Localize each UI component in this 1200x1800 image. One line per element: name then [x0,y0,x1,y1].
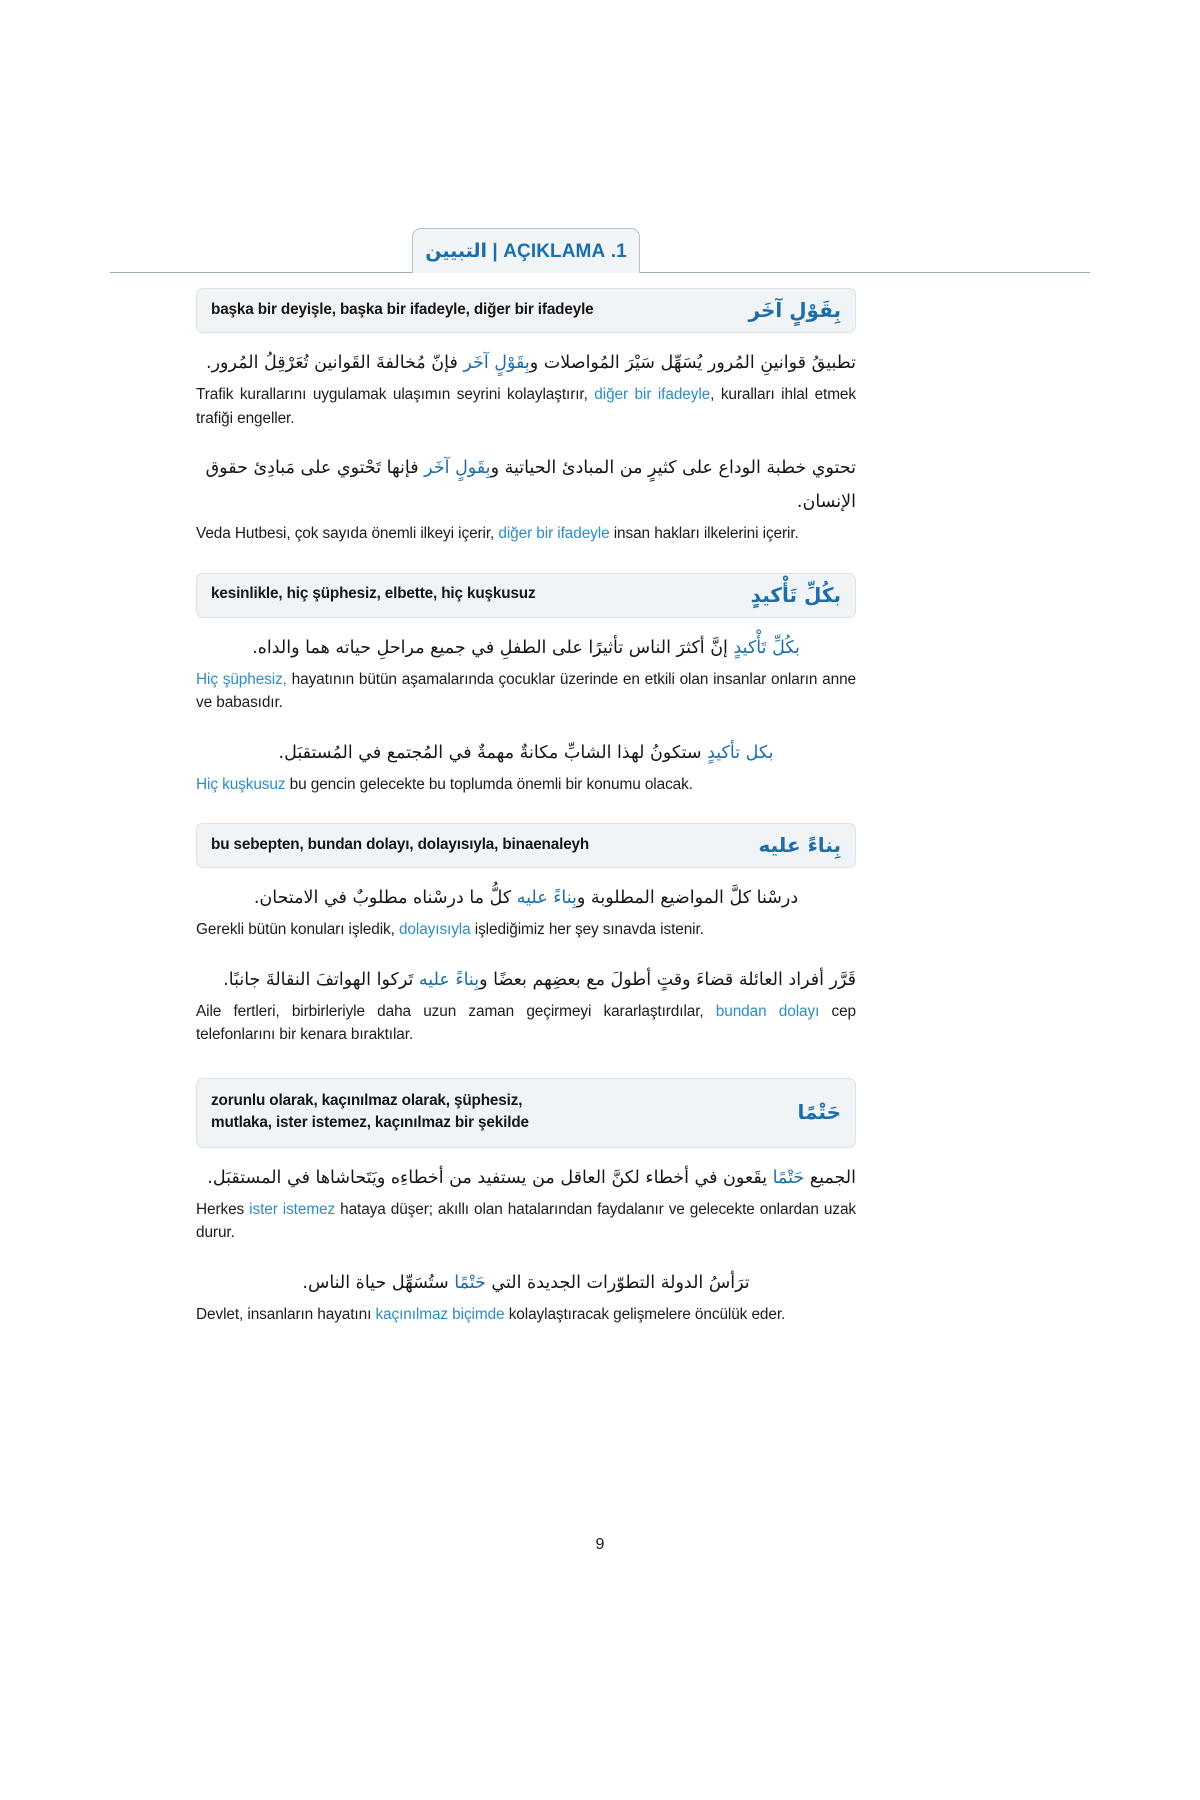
arabic-after: ستُسَهِّل حياة الناس. [302,1272,455,1293]
arabic-highlight: بكُلِّ تَأْكيدٍ [733,637,800,658]
example-item [196,451,856,546]
spacer [196,440,856,451]
arabic-highlight: بِقَولٍ آخَر [424,457,491,478]
turkish-before: Gerekli bütün konuları işledik, [196,921,399,939]
header-rule-right [640,272,1090,273]
example-item [196,963,856,1047]
example-arabic [196,1161,856,1195]
example-turkish [196,1303,856,1326]
example-arabic [196,451,856,519]
turkish-after: kolaylaştıracak gelişmelere öncülük eder. [504,1305,786,1323]
example-item [196,881,856,942]
entry-section [196,823,856,1046]
arabic-highlight: بكل تأكيدٍ [707,742,774,763]
entry-meanings-line: zorunlu olarak, kaçınılmaz olarak, şüphesiz, [211,1091,523,1109]
arabic-after: فإنّ مُخالفةَ القَوانين تُعَرْقِلُ المُرور. [206,353,464,373]
turkish-highlight: dolayısıyla [398,921,471,939]
entry-term: بِقَوْلٍ آخَر [748,298,841,322]
example-item [196,1266,856,1327]
example-arabic [196,963,856,997]
entry-meanings [211,1090,529,1135]
turkish-highlight: Hiç kuşkusuz [196,775,286,793]
arabic-highlight: بِقَوْلٍ آخَر [463,353,530,373]
turkish-highlight: ister istemez [249,1200,336,1218]
entry-meanings: bu sebepten, bundan dolayı, dolayısıyla, binaenaleyh [211,835,590,853]
arabic-after: فإنها تَحْتوي على مَبادِئ حقوق الإنسان. [205,457,856,513]
entry-meanings: kesinlikle, hiç şüphesiz, elbette, hiç kuşkusuz [211,585,536,603]
chapter-tab-label: 1. AÇIKLAMA | التبيين [425,240,627,262]
spacer [196,806,856,823]
page-number: 9 [595,1536,605,1553]
example-item [196,346,856,430]
example-arabic [196,346,856,380]
entry-term: بكُلِّ تَأْكيدٍ [750,582,841,607]
turkish-after: cep telefonlarını bir kenara bıraktılar. [196,1002,856,1044]
turkish-after: , kuralları ihlal etmek trafiği engeller. [196,386,856,427]
arabic-highlight: حَتْمًا [772,1167,805,1188]
turkish-before: Trafik kurallarını uygulamak ulaşımın seyrini kolaylaştırır, [196,386,595,404]
arabic-before: ترَأسُ الدولة التطوّرات الجديدة التي [485,1272,750,1293]
example-arabic [196,736,856,770]
arabic-before: الجميع [804,1167,856,1188]
turkish-after: insan hakları ilkelerini içerir. [609,525,799,543]
spacer [196,556,856,573]
turkish-highlight: Hiç şüphesiz, [196,670,287,688]
example-item [196,736,856,797]
entry-header [196,288,856,333]
entry-header [196,1078,856,1148]
example-turkish [196,918,856,941]
example-arabic [196,631,856,665]
content-column [196,288,856,1336]
chapter-tab [412,228,640,273]
example-item [196,631,856,715]
turkish-highlight: diğer bir ifadeyle [594,386,711,404]
turkish-before: Aile fertleri, birbirleriyle daha uzun zaman geçirmeyi kararlaştırdılar, [196,1002,716,1020]
turkish-highlight: bundan dolayı [715,1002,820,1020]
turkish-after: bu gencin gelecekte bu toplumda önemli bir konumu olacak. [285,775,693,793]
turkish-highlight: diğer bir ifadeyle [498,525,610,543]
chapter-tab-zone [0,228,1200,278]
spacer [196,952,856,963]
example-item [196,1161,856,1245]
entry-meanings: başka bir deyişle, başka bir ifadeyle, diğer bir ifadeyle [211,300,594,318]
entry-header [196,573,856,618]
entry-section [196,288,856,546]
entry-term: حَتْمًا [797,1100,841,1125]
turkish-before: Herkes [196,1200,250,1218]
arabic-after: يقَعون في أخطاء لكنَّ العاقل من يستفيد من أخطاءِه ويَتَحاشاها في المستقبَل. [207,1167,773,1188]
turkish-before: Devlet, insanların hayatını [196,1305,376,1323]
example-turkish [196,522,856,545]
entry-meanings-line: mutlaka, ister istemez, kaçınılmaz bir şekilde [211,1114,529,1132]
spacer [196,1057,856,1078]
example-arabic [196,1266,856,1300]
spacer [196,725,856,736]
arabic-before: قَرَّر أفراد العائلة قضاءَ وقتٍ أطولَ مع بعضِهم بعضًا و [479,969,856,990]
entry-section [196,573,856,796]
arabic-after: إنَّ أكثرَ الناس تأثيرًا على الطفلِ في جميع مراحلِ حياته هما والداه. [252,637,734,658]
turkish-before: Veda Hutbesi, çok sayıda önemli ilkeyi içerir, [196,525,499,543]
entry-section [196,1078,856,1327]
entry-header [196,823,856,868]
entry-term: بِناءً عليه [758,833,841,858]
example-turkish [196,1000,856,1047]
header-rule-left [110,272,412,273]
arabic-highlight: حَتْمًا [454,1272,486,1293]
arabic-before: تحتوي خطبة الوداع على كثيرٍ من المبادئ الحياتية و [490,457,856,478]
arabic-highlight: بِناءً عليه [418,969,480,990]
example-turkish [196,383,856,430]
example-turkish [196,1198,856,1245]
turkish-after: hayatının bütün aşamalarında çocuklar üzerinde en etkili olan insanlar onların anne ve babasıdır. [196,670,856,712]
arabic-before: تطبيقُ قوانينِ المُرور يُسَهِّل سَيْرَ المُواصلات و [529,353,856,373]
turkish-highlight: kaçınılmaz biçimde [375,1305,505,1323]
arabic-after: تَركوا الهواتفَ النقالةَ جانبًا. [223,969,419,990]
example-arabic [196,881,856,915]
example-turkish [196,773,856,796]
turkish-after: işlediğimiz her şey sınavda istenir. [470,921,704,939]
turkish-after: hataya düşer; akıllı olan hatalarından faydalanır ve gelecekte onlardan uzak durur. [196,1200,856,1242]
arabic-after: كلُّ ما درسْناه مطلوبٌ في الامتحان. [253,888,517,909]
spacer [196,1255,856,1266]
arabic-after: ستكونُ لهذا الشابِّ مكانةٌ مهمةٌ في المُجتمع في المُستقبَل. [278,742,708,763]
arabic-highlight: بِناءً عليه [516,888,577,909]
arabic-before: درسْنا كلَّ المواضيع المطلوبة و [576,888,799,909]
example-turkish [196,668,856,715]
